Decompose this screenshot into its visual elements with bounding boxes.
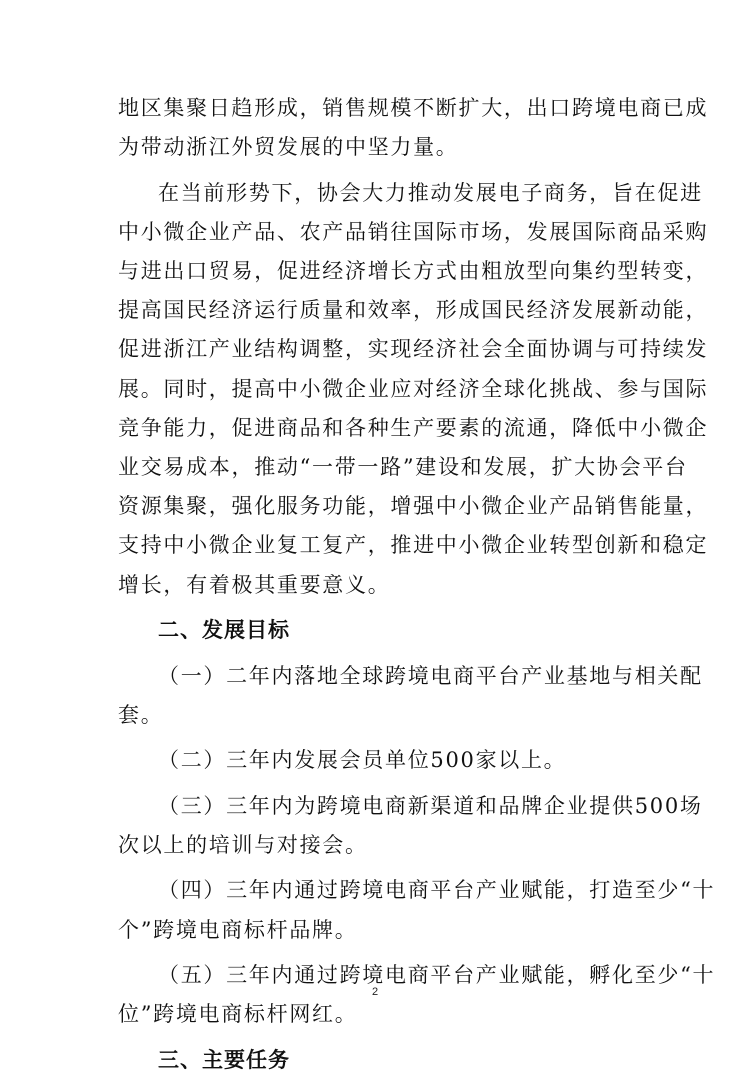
significance-line-5: 促进浙江产业结构调整，实现经济社会全面协调与可持续发	[118, 337, 709, 362]
goal-2-line-1: （二）三年内发展会员单位500家以上。	[158, 748, 567, 773]
significance-line-9: 资源集聚，强化服务功能，增强中小微企业产品销售能量，	[118, 494, 709, 519]
significance-line-7: 竞争能力，促进商品和各种生产要素的流通，降低中小微企	[118, 415, 709, 440]
significance-line-6: 展。同时，提高中小微企业应对经济全球化挑战、参与国际	[118, 376, 709, 401]
intro-line-2: 为带动浙江外贸发展的中坚力量。	[118, 135, 459, 160]
goal-5-line-1: （五）三年内通过跨境电商平台产业赋能，孵化至少“十	[158, 963, 716, 988]
document-body	[118, 95, 716, 1073]
intro-line-1: 地区集聚日趋形成，销售规模不断扩大，出口跨境电商已成	[118, 96, 709, 120]
significance-line-8: 业交易成本，推动“一带一路”建设和发展，扩大协会平台	[118, 455, 688, 479]
significance-line-4: 提高国民经济运行质量和效率，形成国民经济发展新动能，	[118, 298, 709, 323]
significance-line-10: 支持中小微企业复工复产，推进中小微企业转型创新和稳定	[118, 533, 709, 558]
significance-line-3: 与进出口贸易，促进经济增长方式由粗放型向集约型转变，	[118, 259, 709, 284]
section-heading-main-tasks: 三、主要任务	[158, 1047, 290, 1072]
goal-1-line-2: 套。	[118, 702, 164, 727]
goal-5-line-2: 位”跨境电商标杆网红。	[118, 1002, 358, 1027]
significance-line-1: 在当前形势下，协会大力推动发展电子商务，旨在促进	[158, 180, 703, 205]
section-heading-development-goals: 二、发展目标	[158, 618, 290, 643]
goal-4-line-2: 个”跨境电商标杆品牌。	[118, 917, 358, 942]
goal-3-line-1: （三）三年内为跨境电商新渠道和品牌企业提供500场	[158, 793, 703, 818]
goal-1-line-1: （一）二年内落地全球跨境电商平台产业基地与相关配	[158, 663, 703, 688]
significance-line-2: 中小微企业产品、农产品销往国际市场，发展国际商品采购	[118, 219, 709, 244]
page-number: 2	[371, 986, 379, 998]
goal-3-line-2: 次以上的培训与对接会。	[118, 832, 368, 857]
goal-4-line-1: （四）三年内通过跨境电商平台产业赋能，打造至少“十	[158, 878, 716, 903]
significance-line-11: 增长，有着极其重要意义。	[118, 572, 391, 597]
